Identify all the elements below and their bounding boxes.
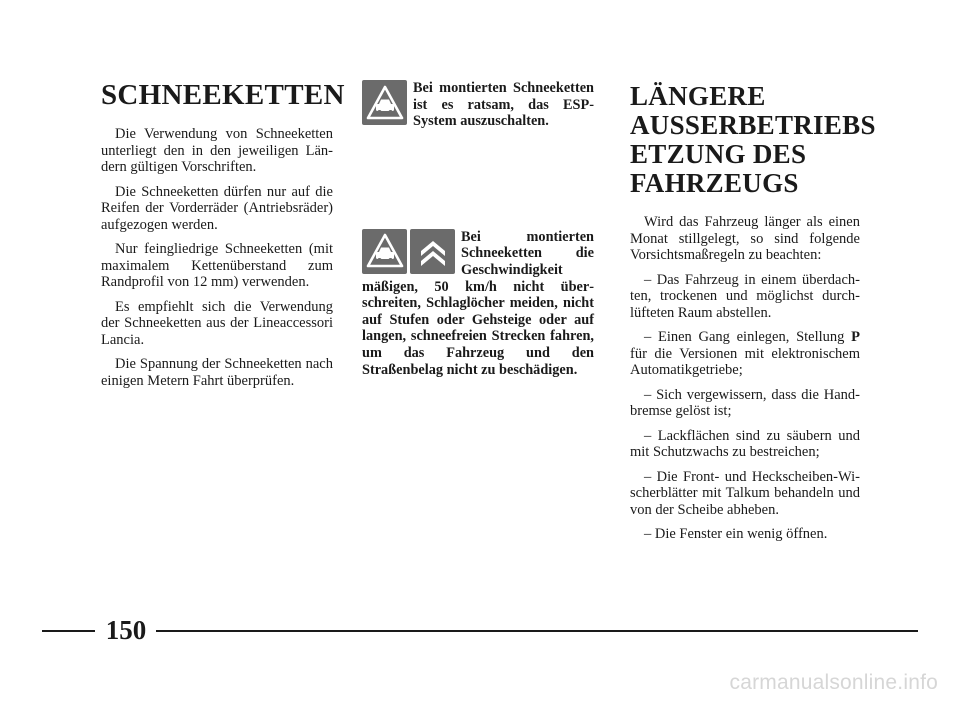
- section-title-schneeketten: SCHNEEKETTEN: [101, 79, 345, 111]
- footer-rule-right: [156, 630, 918, 632]
- middle-column: [362, 80, 594, 378]
- list-item-text: für die Versionen mit elektronischem Automatikgetriebe;: [630, 345, 860, 378]
- list-item: [630, 329, 860, 379]
- warning-text: Bei montierten Schneeketten ist es ratsam, das ESP-System auszuschalten.: [413, 80, 594, 130]
- warning-car-icon: [362, 80, 407, 125]
- paragraph: Wird das Fahrzeug länger als einen Monat stillgelegt, so sind folgende Vorsichtsmaßregeln zu beachten:: [630, 214, 860, 263]
- right-column: [630, 80, 876, 551]
- section-title-ausserbetriebsetzung: LÄNGERE AUSSERBETRIEBS ETZUNG DES FAHRZEUGS: [630, 81, 876, 198]
- paragraph: Die Verwendung von Schneeketten unterliegt den in den jeweiligen Ländern gültigen Vorschriften.: [101, 126, 333, 175]
- warning-esp: [362, 80, 594, 130]
- list-item: – Sich vergewissern, dass die Handbremse gelöst ist;: [630, 386, 860, 419]
- list-item: – Die Front- und Heckscheiben-Wischerblätter mit Talkum behandeln und von der Scheibe abheben.: [630, 468, 860, 518]
- list-item-text: – Einen Gang einlegen, Stellung: [644, 329, 852, 345]
- list-item: – Lackflächen sind zu säubern und mit Schutzwachs zu bestreichen;: [630, 427, 860, 460]
- page-footer: [0, 610, 960, 650]
- paragraph: Die Schneeketten dürfen nur auf die Reifen der Vorderräder (Antriebsräder) aufgezogen werden.: [101, 183, 333, 233]
- warning-text: Bei montierten Schneeketten die Geschwindigkeit mäßigen, 50 km/h nicht überschreiten, Schlaglöcher meiden, nicht auf Stufen oder Gehsteige oder auf langen, schneefreien Strecken fahren, um das Fahrzeug und den Straßenbelag nicht zu beschädigen.: [362, 228, 594, 378]
- paragraph: Es empfiehlt sich die Verwendung der Schneeketten aus der Lineaccessori Lancia.: [101, 298, 333, 348]
- list-item: – Die Fenster ein wenig öffnen.: [644, 526, 828, 542]
- watermark: carmanualsonline.info: [729, 671, 938, 694]
- warning-icons: [362, 229, 455, 274]
- lancia-chevron-icon: [410, 229, 455, 274]
- paragraph: Die Spannung der Schneeketten nach einigen Metern Fahrt überprüfen.: [101, 356, 333, 389]
- page-number: 150: [105, 615, 147, 645]
- left-column: [101, 79, 345, 397]
- gear-position-p: P: [851, 329, 860, 345]
- footer-rule-left: [42, 630, 95, 632]
- warning-car-icon: [362, 229, 407, 274]
- list-item: – Das Fahrzeug in einem überdachten, trockenen und möglichst durchlüfteten Raum abstellen.: [630, 271, 860, 321]
- warning-speed: [362, 229, 594, 378]
- paragraph: Nur feingliedrige Schneeketten (mit maximalem Kettenüberstand zum Randprofil von 12 mm) verwenden.: [101, 241, 333, 290]
